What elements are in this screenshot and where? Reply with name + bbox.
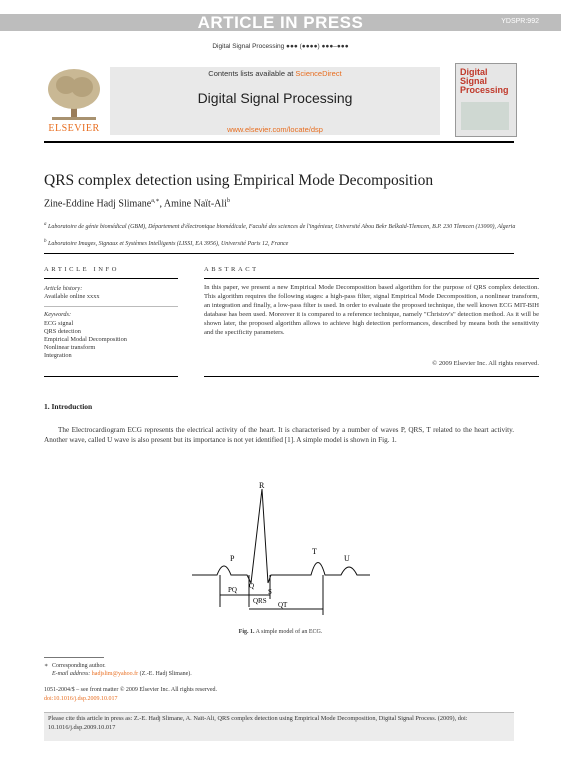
affiliation-b: $^b$ Laboratoire Images, Signaux et Systèmes Intelligents (LISSI, EA 3956), Université Paris 12, France: [44, 239, 289, 247]
affiliation-b-text: Laboratoire Images, Signaux et Systèmes Intelligents (LISSI, EA 3956), Université Paris 12, France: [48, 241, 289, 247]
email-label: E-mail address:: [52, 671, 91, 677]
section-heading-introduction: 1. Introduction: [44, 402, 93, 411]
contents-text: Contents lists available at: [208, 69, 294, 78]
wave-label-q: Q: [249, 582, 255, 590]
author-1-superscript: a,∗: [151, 198, 160, 204]
footnote-email: [52, 671, 192, 677]
elsevier-logo: [44, 67, 104, 135]
introduction-paragraph: [44, 425, 514, 445]
history-label: Article history:: [44, 285, 83, 292]
abstract-text: In this paper, we present a new Empirical Mode Decomposition based algorithm for the purpose of QRS complex detection. This algorithm requires the following stages: a high-pass filter, signal Empirical Mode Decomposition, a nonlinear transform, an integration and finally, a low-pass filter is used. In order to evaluate the proposed technique, the well known ECG MIT-BIH database has been used. Moreover it is compared to a reference technique, namely "Christov's" detection method. As it will be shown later, the proposed algorithm allows to achieve high detection performances, described by means both the sensitivity and the specificity parameters.: [204, 284, 539, 336]
figure-caption: [0, 629, 561, 635]
interval-label-qrs: QRS: [253, 597, 267, 605]
footnote-rule: [44, 657, 104, 658]
abstract-rule: [204, 278, 539, 279]
contents-line: [110, 69, 440, 78]
interval-label-pq: PQ: [228, 586, 237, 594]
author-list: [44, 197, 230, 209]
abstract-bottom-rule: [204, 376, 539, 377]
cover-image: [461, 102, 509, 130]
article-code: YDSPR:992: [501, 18, 539, 25]
ecg-trace: [192, 489, 370, 583]
banner-title: ARTICLE IN PRESS: [197, 13, 364, 32]
info-bottom-rule: [44, 376, 178, 377]
cover-title: Digital Signal Processing: [460, 67, 509, 95]
history-value: Available online xxxx: [44, 293, 100, 300]
figure-caption-text: A simple model of an ECG.: [255, 629, 323, 635]
wave-label-u: U: [344, 554, 350, 563]
journal-url[interactable]: www.elsevier.com/locate/dsp: [227, 125, 323, 134]
article-title: QRS complex detection using Empirical Mode Decomposition: [44, 172, 434, 189]
keyword: QRS detection: [44, 328, 81, 335]
doi-link[interactable]: doi:10.1016/j.dsp.2009.10.017: [44, 696, 118, 702]
author-2: , Amine Naït-Ali: [159, 198, 227, 210]
wave-label-s: S: [268, 588, 272, 596]
author-1: Zine-Eddine Hadj Slimane: [44, 198, 152, 210]
abstract-heading: ABSTRACT: [204, 266, 259, 273]
journal-cover: [455, 63, 517, 137]
corresponding-author: Corresponding author.: [52, 663, 106, 669]
section-rule: [44, 253, 514, 254]
email-name: (Z.-E. Hadj Slimane).: [139, 671, 192, 677]
keyword-list: [44, 320, 127, 360]
journal-name: Digital Signal Processing: [197, 90, 353, 106]
keyword: Empirical Modal Decomposition: [44, 336, 127, 343]
sciencedirect-link[interactable]: ScienceDirect: [295, 69, 342, 78]
info-rule: [44, 278, 178, 279]
figure-caption-label: Fig. 1.: [238, 629, 255, 635]
keyword: Nonlinear transform: [44, 344, 96, 351]
wave-label-t: T: [312, 547, 317, 556]
interval-label-qt: QT: [278, 601, 288, 609]
author-2-superscript: b: [226, 198, 230, 204]
affiliation-a: $^a$ Laboratoire de génie biomédical (GBM), Département d'électronique biomédicale, Faculté des sciences de l'ingénieur, Université Abou Bekr Belkaïd-Tlemcen, B.P. 230 Tlemcen (13000), Algeria: [44, 222, 516, 230]
affiliation-a-text: Laboratoire de génie biomédical (GBM), Département d'électronique biomédicale, Faculté des sciences de l'ingénieur, Université Abou Bekr Belkaïd-Tlemcen, B.P. 230 Tlemcen (13000), Algeria: [48, 224, 516, 230]
wave-label-p: P: [230, 554, 235, 563]
introduction-text: The Electrocardiogram ECG represents the electrical activity of the heart. It is characterised by a number of waves P, QRS, T related to the heart activity. Another wave, called U wave is also present but its importance is not yet identified [1]. A simple model is shown in Fig. 1.: [44, 426, 514, 444]
issn-line: 1051-2004/$ – see front matter © 2009 Elsevier Inc. All rights reserved.: [44, 687, 218, 693]
footnote-corresponding: [44, 662, 106, 669]
keyword: Integration: [44, 352, 72, 359]
article-info-heading: ARTICLE INFO: [44, 266, 120, 273]
citation-text: Please cite this article in press as: Z.-E. Hadj Slimane, A. Naït-Ali, QRS complex detection using Empirical Mode Decomposition, Digital Signal Process. (2009), doi: 10.1016/j.dsp.2009.10.017: [48, 715, 468, 731]
ecg-model-figure: [180, 475, 380, 620]
header-rule: [44, 141, 514, 143]
abstract-copyright: © 2009 Elsevier Inc. All rights reserved.: [432, 360, 539, 367]
info-divider: [44, 306, 178, 307]
running-head: Digital Signal Processing ●●● (●●●●) ●●●–●●●: [212, 43, 349, 50]
footnote-star: ∗: [44, 663, 49, 669]
wave-label-r: R: [259, 481, 265, 490]
elsevier-wordmark: ELSEVIER: [48, 123, 100, 134]
keywords-label: Keywords:: [44, 311, 72, 318]
email-link[interactable]: hadjslim@yahoo.fr: [91, 671, 139, 677]
keyword: ECG signal: [44, 320, 74, 327]
